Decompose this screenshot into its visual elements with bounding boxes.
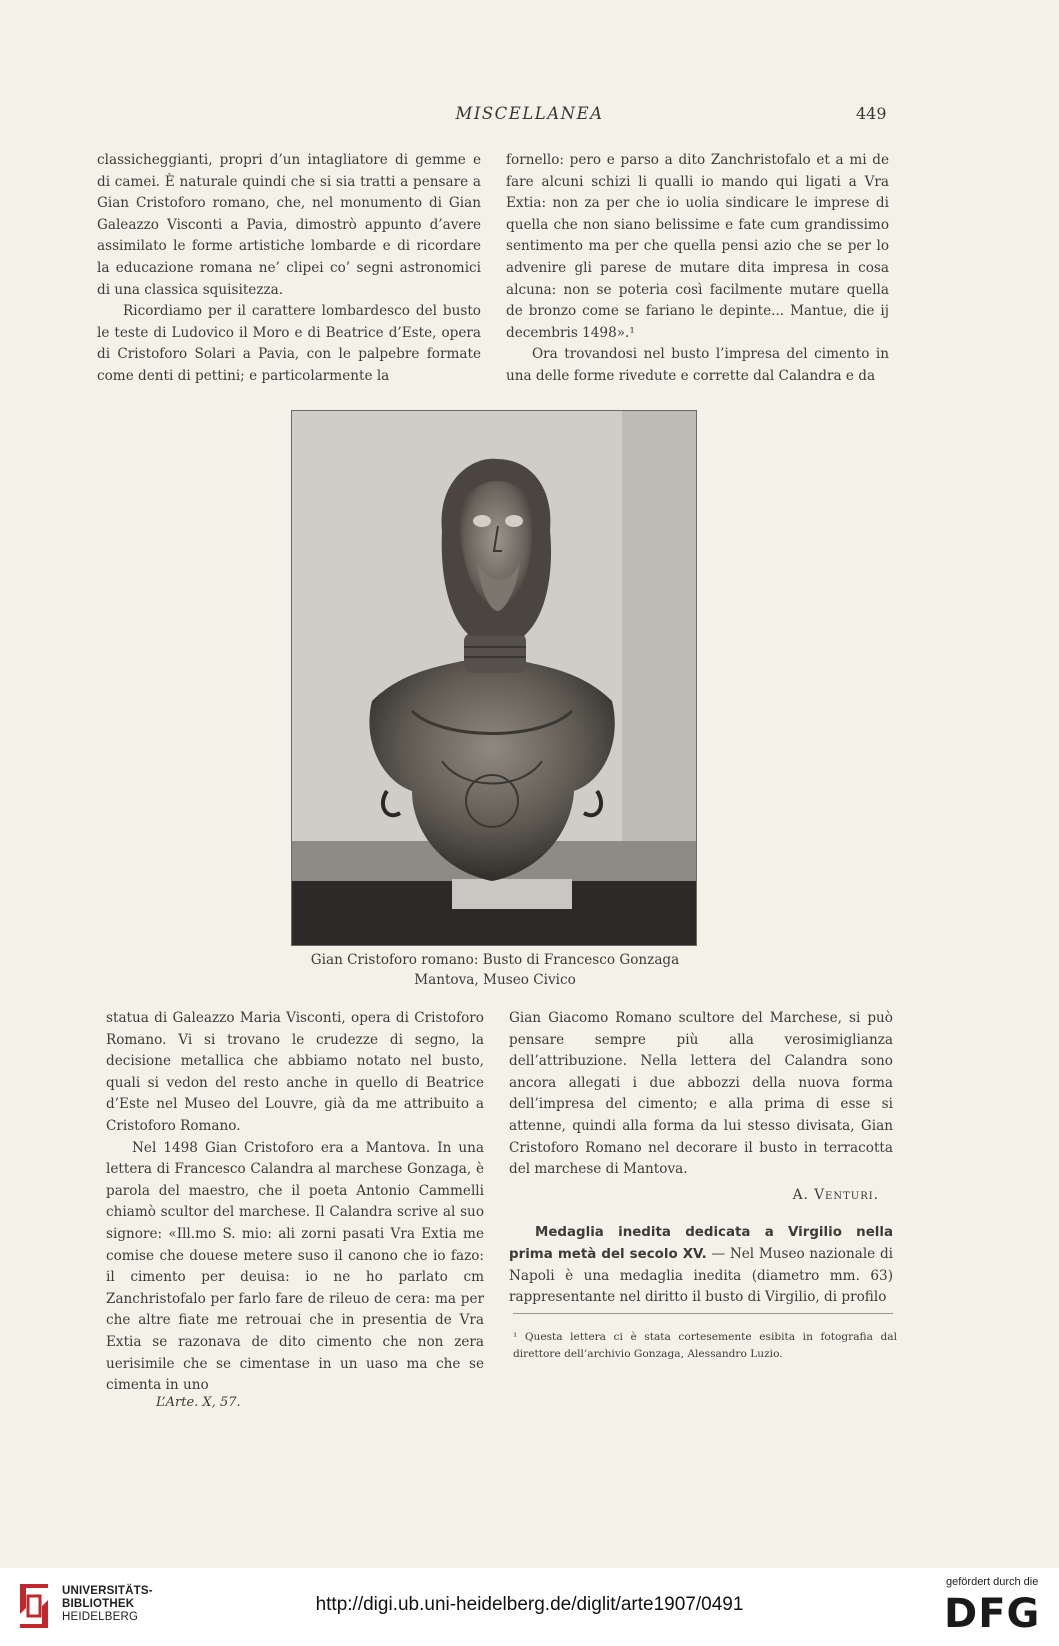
funded-by-label: gefördert durch die bbox=[946, 1576, 1039, 1588]
bust-photograph bbox=[291, 410, 697, 946]
author-signature: A. Venturi. bbox=[792, 1186, 879, 1203]
section-heading: Medaglia inedita dedicata a Virgilio nella prima metà del secolo XV. bbox=[509, 1225, 893, 1262]
library-line: BIBLIOTHEK bbox=[62, 1598, 135, 1610]
section-paragraph bbox=[509, 1222, 893, 1308]
footnote-divider bbox=[513, 1313, 893, 1314]
column-top-left bbox=[97, 150, 481, 388]
dfg-logo[interactable]: DFG bbox=[944, 1591, 1041, 1637]
paragraph: Ricordiamo per il carattere lombardesco del busto le teste di Ludovico il Moro e di Beatrice d’Este, opera di Cristoforo Solari a Pavia, con le palpebre formate come denti di pettini; e particolarmente la bbox=[97, 303, 481, 384]
paragraph: Ora trovandosi nel busto l’impresa del cimento in una delle forme rivedute e corrette dal Calandra e da bbox=[506, 346, 889, 384]
paragraph: Nel 1498 Gian Cristoforo era a Mantova. In una lettera di Francesco Calandra al marchese Gonzaga, è parola del maestro, che il poeta Antonio Cammelli chiamò scultor del marchese. Il Calandra scrive al suo signore: «Ill.mo S. mio: ali zorni pasati Vra Extia me comise che douese metere suso il canono che io fazo: il cimento per deuisa: io ne ho parlato cm Zanchristofalo per farlo fare de rileuo de cera: ma per che altre fiate me retrouai che in presentia de Vra Extia se razonava de dito cimento che non zera uerisimile che se cimentase in un uaso ma che se cimenta in uno bbox=[106, 1139, 484, 1394]
bust-illustration bbox=[292, 411, 696, 945]
paragraph: Gian Giacomo Romano scultore del Marchese, si può pensare sempre più alla verosimiglianza dell’attribuzione. Nella lettera del Calandra sono ancora allegati i due abbozzi della nuova forma dell’impresa del cimento; e alla prima di esse si attenne, quindi alla forma da lui stesso divisata, Gian Cristoforo Romano nel decorare il busto in terracotta del marchese di Mantova. bbox=[509, 1010, 893, 1178]
caption-line: Mantova, Museo Civico bbox=[414, 972, 576, 988]
column-top-right bbox=[506, 150, 889, 388]
footnote: ¹ Questa lettera ci è stata cortesemente esibita in fotografia dal direttore dell’archivio Gonzaga, Alessandro Luzio. bbox=[513, 1331, 897, 1360]
paragraph: statua di Galeazzo Maria Visconti, opera di Cristoforo Romano. Vi si trovano le crudezze di segno, la decisione metallica che abbiamo notato nel busto, quali si vedon del resto anche in quello di Beatrice d’Este nel Museo del Louvre, già da me attribuito a Cristoforo Romano. bbox=[106, 1010, 484, 1134]
section-text: — Nel Museo nazionale di Napoli è una medaglia inedita (diametro mm. 63) rappresentante nel diritto il busto di Virgilio, di profilo bbox=[509, 1245, 893, 1306]
column-bottom-left bbox=[106, 1008, 484, 1397]
paragraph: classicheggianti, propri d’un intagliatore di gemme e di camei. È naturale quindi che si sia tratti a pensare a Gian Cristoforo romano, che, nel monumento di Gian Galeazzo Visconti a Pavia, dimostrò appunto d’avere assimilato le forme artistiche lombarde e di ricordare la educazione romana ne’ clipei co’ segni astronomici di una classica squisitezza. bbox=[97, 152, 481, 298]
running-header: MISCELLANEA bbox=[455, 104, 604, 123]
caption-line: Gian Cristoforo romano: Busto di Francesco Gonzaga bbox=[310, 952, 680, 968]
library-line: HEIDELBERG bbox=[62, 1611, 139, 1623]
column-bottom-right bbox=[509, 1008, 893, 1309]
signature-mark: L’Arte. X, 57. bbox=[156, 1395, 241, 1410]
permalink-url[interactable]: http://digi.ub.uni-heidelberg.de/diglit/arte1907/0491 bbox=[315, 1594, 744, 1615]
figure-caption bbox=[0, 950, 990, 990]
paragraph: fornello: pero e parso a dito Zanchristofalo et a mi de fare alcuni schizi li qualli io mando qui ligati a Vra Extia: non za per che io uolia sindicare le imprese di quella che non siano belissime e fate cum grandissimo sentimento ma per che quella pensi azio che se per lo advenire gli parese de mutare dita impresa in cosa alcuna: non se poteria così facilmente mutare quella de bronzo come se fariano le depinte... Mantue, die ij decembris 1498».¹ bbox=[506, 152, 889, 341]
library-line: UNIVERSITÄTS- bbox=[62, 1585, 153, 1597]
footer-bar bbox=[0, 1568, 1059, 1646]
page-number: 449 bbox=[856, 104, 887, 123]
